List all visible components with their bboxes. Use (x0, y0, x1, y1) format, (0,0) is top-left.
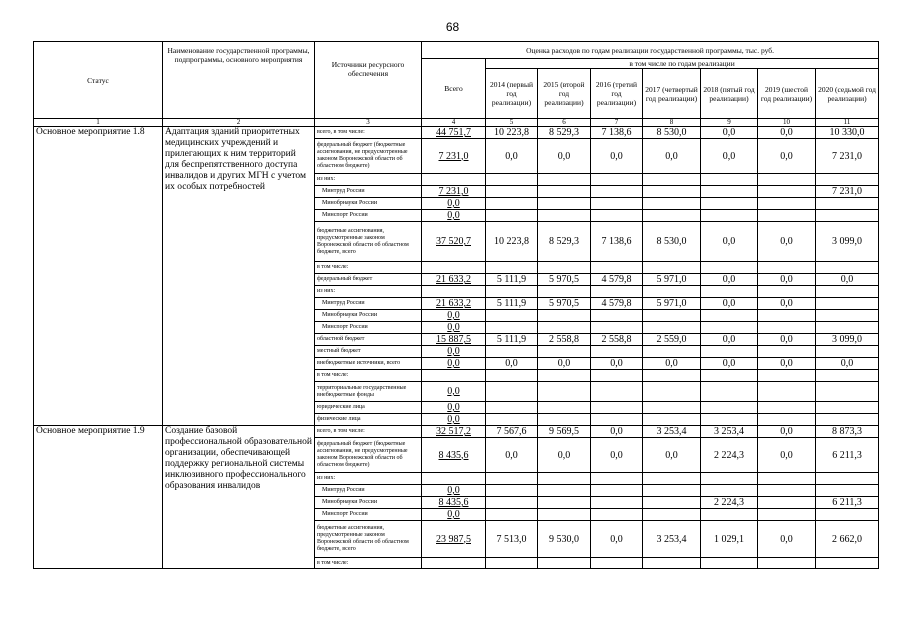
year-value-cell: 0,0 (758, 127, 816, 139)
year-value-cell: 5 971,0 (643, 274, 701, 286)
year-value-cell (486, 310, 538, 322)
year-value-cell (758, 473, 816, 485)
source-cell: бюджетные ассигнования, предусмотренные законом Воронежской области об областном бюджете, всего (315, 222, 422, 262)
year-value-cell: 0,0 (486, 139, 538, 174)
year-value-cell (758, 186, 816, 198)
year-value-cell (643, 174, 701, 186)
year-value-cell (643, 186, 701, 198)
year-value-cell: 5 971,0 (643, 298, 701, 310)
year-value-cell: 0,0 (591, 358, 643, 370)
year-value-cell (701, 414, 758, 426)
year-value-cell (758, 210, 816, 222)
year-value-cell: 10 223,8 (486, 222, 538, 262)
year-value-cell: 2 558,8 (591, 334, 643, 346)
total-cell: 7 231,0 (422, 186, 486, 198)
total-cell (422, 262, 486, 274)
year-value-cell: 0,0 (701, 274, 758, 286)
year-value-cell (758, 402, 816, 414)
year-value-cell (643, 414, 701, 426)
year-value-cell (758, 414, 816, 426)
measure-name-cell: Создание базовой профессиональной образовательной организации, обеспечивающей поддержку региональной системы инклюзивного профессионального образования инвалидов (163, 426, 315, 569)
total-cell: 0,0 (422, 198, 486, 210)
header-year: 2017 (четвертый год реализации) (643, 69, 701, 119)
total-cell: 0,0 (422, 382, 486, 402)
year-value-cell (486, 402, 538, 414)
year-value-cell (538, 186, 591, 198)
total-cell: 0,0 (422, 210, 486, 222)
column-number: 7 (591, 119, 643, 127)
source-cell: Минспорт России (315, 210, 422, 222)
year-value-cell (591, 509, 643, 521)
source-cell: территориальные государственные внебюджетные фонды (315, 382, 422, 402)
year-value-cell (701, 186, 758, 198)
year-value-cell (816, 558, 879, 569)
year-value-cell (486, 198, 538, 210)
year-value-cell (701, 346, 758, 358)
column-number: 11 (816, 119, 879, 127)
year-value-cell: 0,0 (643, 438, 701, 473)
year-value-cell (643, 262, 701, 274)
year-value-cell (701, 558, 758, 569)
total-cell: 0,0 (422, 485, 486, 497)
column-number: 1 (34, 119, 163, 127)
year-value-cell (701, 210, 758, 222)
header-year: 2014 (первый год реализации) (486, 69, 538, 119)
year-value-cell: 0,0 (538, 438, 591, 473)
year-value-cell (486, 497, 538, 509)
year-value-cell (643, 558, 701, 569)
year-value-cell: 5 970,5 (538, 298, 591, 310)
year-value-cell: 0,0 (591, 426, 643, 438)
year-value-cell: 0,0 (816, 358, 879, 370)
year-value-cell (538, 414, 591, 426)
column-number: 4 (422, 119, 486, 127)
year-value-cell (816, 485, 879, 497)
total-cell: 0,0 (422, 322, 486, 334)
total-cell: 23 987,5 (422, 521, 486, 558)
year-value-cell (816, 310, 879, 322)
year-value-cell: 0,0 (758, 521, 816, 558)
year-value-cell (701, 322, 758, 334)
year-value-cell (591, 198, 643, 210)
year-value-cell: 2 559,0 (643, 334, 701, 346)
year-value-cell: 0,0 (701, 127, 758, 139)
year-value-cell (538, 382, 591, 402)
total-cell: 7 231,0 (422, 139, 486, 174)
total-cell: 0,0 (422, 414, 486, 426)
year-value-cell (591, 174, 643, 186)
total-cell: 0,0 (422, 310, 486, 322)
year-value-cell (486, 414, 538, 426)
year-value-cell: 0,0 (538, 139, 591, 174)
year-value-cell (701, 402, 758, 414)
table-row (34, 426, 879, 438)
year-value-cell: 0,0 (758, 426, 816, 438)
year-value-cell (538, 370, 591, 382)
year-value-cell (816, 210, 879, 222)
year-value-cell (758, 497, 816, 509)
year-value-cell (591, 346, 643, 358)
year-value-cell (486, 558, 538, 569)
table-body (34, 127, 879, 569)
year-value-cell (643, 310, 701, 322)
year-value-cell: 5 111,9 (486, 298, 538, 310)
year-value-cell (758, 382, 816, 402)
year-value-cell (643, 485, 701, 497)
total-cell: 15 887,5 (422, 334, 486, 346)
total-cell: 21 633,2 (422, 274, 486, 286)
year-value-cell (758, 262, 816, 274)
year-value-cell (538, 509, 591, 521)
year-value-cell: 0,0 (701, 298, 758, 310)
year-value-cell (486, 262, 538, 274)
year-value-cell: 0,0 (758, 438, 816, 473)
source-cell: Минобрнауки России (315, 310, 422, 322)
total-cell: 8 435,6 (422, 438, 486, 473)
year-value-cell (538, 473, 591, 485)
year-value-cell (758, 310, 816, 322)
total-cell (422, 558, 486, 569)
year-value-cell (701, 198, 758, 210)
year-value-cell (538, 485, 591, 497)
total-cell (422, 473, 486, 485)
year-value-cell: 3 253,4 (643, 521, 701, 558)
year-value-cell (643, 286, 701, 298)
column-number: 6 (538, 119, 591, 127)
year-value-cell: 0,0 (758, 334, 816, 346)
year-value-cell (591, 186, 643, 198)
year-value-cell (643, 198, 701, 210)
year-value-cell (643, 346, 701, 358)
year-value-cell (758, 346, 816, 358)
column-number: 9 (701, 119, 758, 127)
year-value-cell (486, 382, 538, 402)
header-sources: Источники ресурсного обеспечения (315, 42, 422, 119)
source-cell: Минтруд России (315, 485, 422, 497)
year-value-cell (816, 298, 879, 310)
year-value-cell (701, 382, 758, 402)
year-value-cell: 10 223,8 (486, 127, 538, 139)
source-cell: физические лица (315, 414, 422, 426)
header-year: 2018 (пятый год реализации) (701, 69, 758, 119)
year-value-cell (758, 558, 816, 569)
year-value-cell: 0,0 (486, 438, 538, 473)
year-value-cell: 0,0 (701, 222, 758, 262)
total-cell: 44 751,7 (422, 127, 486, 139)
year-value-cell (643, 382, 701, 402)
year-value-cell: 0,0 (591, 438, 643, 473)
source-cell: Минспорт России (315, 509, 422, 521)
source-cell: Минспорт России (315, 322, 422, 334)
year-value-cell (816, 198, 879, 210)
year-value-cell (816, 346, 879, 358)
year-value-cell (538, 497, 591, 509)
year-value-cell (486, 485, 538, 497)
year-value-cell (816, 174, 879, 186)
year-value-cell: 8 529,3 (538, 127, 591, 139)
year-value-cell (701, 509, 758, 521)
year-value-cell (591, 485, 643, 497)
year-value-cell (538, 402, 591, 414)
year-value-cell: 2 662,0 (816, 521, 879, 558)
header-year: 2019 (шестой год реализации) (758, 69, 816, 119)
year-value-cell: 0,0 (701, 139, 758, 174)
year-value-cell: 0,0 (758, 222, 816, 262)
year-value-cell (486, 370, 538, 382)
year-value-cell (758, 286, 816, 298)
year-value-cell: 5 111,9 (486, 334, 538, 346)
source-cell: бюджетные ассигнования, предусмотренные законом Воронежской области об областном бюджете, всего (315, 521, 422, 558)
header-status: Статус (34, 42, 163, 119)
year-value-cell: 1 029,1 (701, 521, 758, 558)
source-cell: из них: (315, 174, 422, 186)
year-value-cell: 8 873,3 (816, 426, 879, 438)
year-value-cell: 0,0 (758, 274, 816, 286)
total-cell: 37 520,7 (422, 222, 486, 262)
year-value-cell (701, 370, 758, 382)
year-value-cell (816, 322, 879, 334)
year-value-cell: 3 099,0 (816, 334, 879, 346)
total-cell: 21 633,2 (422, 298, 486, 310)
year-value-cell: 7 567,6 (486, 426, 538, 438)
year-value-cell (643, 322, 701, 334)
column-number: 2 (163, 119, 315, 127)
year-value-cell (643, 370, 701, 382)
source-cell: Минтруд России (315, 298, 422, 310)
source-cell: федеральный бюджет (бюджетные ассигнования, не предусмотренные законом Воронежской области об областном бюджете) (315, 139, 422, 174)
source-cell: внебюджетные источники, всего (315, 358, 422, 370)
column-number: 8 (643, 119, 701, 127)
year-value-cell (758, 198, 816, 210)
source-cell: в том числе: (315, 262, 422, 274)
year-value-cell: 2 224,3 (701, 497, 758, 509)
source-cell: Минобрнауки России (315, 497, 422, 509)
source-cell: в том числе: (315, 370, 422, 382)
year-value-cell: 8 530,0 (643, 222, 701, 262)
year-value-cell: 3 253,4 (643, 426, 701, 438)
year-value-cell: 4 579,8 (591, 298, 643, 310)
year-value-cell: 4 579,8 (591, 274, 643, 286)
year-value-cell: 2 558,8 (538, 334, 591, 346)
year-value-cell (643, 509, 701, 521)
year-value-cell (816, 414, 879, 426)
header-year: 2020 (седьмой год реализации) (816, 69, 879, 119)
budget-table (33, 41, 879, 569)
year-value-cell (486, 509, 538, 521)
year-value-cell: 0,0 (816, 274, 879, 286)
header-year: 2016 (третий год реализации) (591, 69, 643, 119)
header-total: Всего (422, 59, 486, 119)
year-value-cell (701, 485, 758, 497)
year-value-cell (591, 310, 643, 322)
source-cell: Минтруд России (315, 186, 422, 198)
year-value-cell: 10 330,0 (816, 127, 879, 139)
source-cell: всего, в том числе: (315, 127, 422, 139)
source-cell: федеральный бюджет (бюджетные ассигнования, не предусмотренные законом Воронежской области об областном бюджете) (315, 438, 422, 473)
year-value-cell (486, 473, 538, 485)
year-value-cell (591, 370, 643, 382)
year-value-cell (538, 310, 591, 322)
table-row (34, 127, 879, 139)
year-value-cell (816, 509, 879, 521)
source-cell: всего, в том числе: (315, 426, 422, 438)
year-value-cell: 7 138,6 (591, 127, 643, 139)
year-value-cell (701, 174, 758, 186)
year-value-cell (643, 473, 701, 485)
year-value-cell (758, 174, 816, 186)
year-value-cell (758, 485, 816, 497)
year-value-cell (701, 286, 758, 298)
header-estimate: Оценка расходов по годам реализации государственной программы, тыс. руб. (422, 42, 879, 59)
column-number: 3 (315, 119, 422, 127)
year-value-cell (538, 174, 591, 186)
year-value-cell (816, 370, 879, 382)
year-value-cell: 0,0 (486, 358, 538, 370)
year-value-cell (486, 322, 538, 334)
year-value-cell (486, 174, 538, 186)
year-value-cell: 0,0 (701, 334, 758, 346)
year-value-cell: 9 569,5 (538, 426, 591, 438)
year-value-cell (816, 382, 879, 402)
year-value-cell (701, 310, 758, 322)
year-value-cell: 6 211,3 (816, 438, 879, 473)
year-value-cell (591, 414, 643, 426)
year-value-cell (591, 286, 643, 298)
year-value-cell (538, 198, 591, 210)
year-value-cell: 7 231,0 (816, 186, 879, 198)
column-number: 5 (486, 119, 538, 127)
year-value-cell (486, 186, 538, 198)
year-value-cell (486, 210, 538, 222)
year-value-cell (591, 382, 643, 402)
year-value-cell (486, 346, 538, 358)
year-value-cell: 0,0 (758, 358, 816, 370)
source-cell: областной бюджет (315, 334, 422, 346)
column-number: 10 (758, 119, 816, 127)
source-cell: из них: (315, 286, 422, 298)
total-cell: 0,0 (422, 346, 486, 358)
year-value-cell (643, 210, 701, 222)
source-cell: местный бюджет (315, 346, 422, 358)
year-value-cell (591, 322, 643, 334)
year-value-cell: 8 529,3 (538, 222, 591, 262)
year-value-cell (816, 262, 879, 274)
year-value-cell (816, 286, 879, 298)
page-number: 68 (445, 20, 460, 34)
year-value-cell: 7 513,0 (486, 521, 538, 558)
year-value-cell: 6 211,3 (816, 497, 879, 509)
year-value-cell (591, 210, 643, 222)
source-cell: юридические лица (315, 402, 422, 414)
year-value-cell (758, 509, 816, 521)
year-value-cell (538, 558, 591, 569)
total-cell: 32 517,2 (422, 426, 486, 438)
year-value-cell: 0,0 (591, 521, 643, 558)
year-value-cell: 3 253,4 (701, 426, 758, 438)
year-value-cell: 3 099,0 (816, 222, 879, 262)
year-value-cell: 5 970,5 (538, 274, 591, 286)
year-value-cell (538, 286, 591, 298)
year-value-cell (643, 497, 701, 509)
year-value-cell (538, 322, 591, 334)
year-value-cell (591, 262, 643, 274)
year-value-cell: 0,0 (643, 139, 701, 174)
status-cell: Основное мероприятие 1.9 (34, 426, 163, 569)
year-value-cell (816, 402, 879, 414)
year-value-cell: 8 530,0 (643, 127, 701, 139)
header-year: 2015 (второй год реализации) (538, 69, 591, 119)
source-cell: из них: (315, 473, 422, 485)
year-value-cell: 7 138,6 (591, 222, 643, 262)
year-value-cell (701, 473, 758, 485)
year-value-cell: 0,0 (758, 139, 816, 174)
year-value-cell (591, 402, 643, 414)
year-value-cell: 5 111,9 (486, 274, 538, 286)
year-value-cell (758, 322, 816, 334)
year-value-cell (538, 346, 591, 358)
year-value-cell (538, 262, 591, 274)
total-cell: 0,0 (422, 358, 486, 370)
source-cell: в том числе: (315, 558, 422, 569)
total-cell: 0,0 (422, 402, 486, 414)
year-value-cell (591, 473, 643, 485)
table-header (34, 42, 879, 127)
year-value-cell (591, 558, 643, 569)
year-value-cell (643, 402, 701, 414)
source-cell: федеральный бюджет (315, 274, 422, 286)
year-value-cell (486, 286, 538, 298)
year-value-cell (758, 370, 816, 382)
year-value-cell: 2 224,3 (701, 438, 758, 473)
year-value-cell: 0,0 (701, 358, 758, 370)
year-value-cell: 0,0 (643, 358, 701, 370)
year-value-cell: 0,0 (591, 139, 643, 174)
measure-name-cell: Адаптация зданий приоритетных медицинских учреждений и прилегающих к ним территорий для беспрепятственного доступа инвалидов и других МГН с учетом их особых потребностей (163, 127, 315, 426)
header-name: Наименование государственной программы, подпрограммы, основного мероприятия (163, 42, 315, 119)
total-cell (422, 286, 486, 298)
status-cell: Основное мероприятие 1.8 (34, 127, 163, 426)
year-value-cell: 9 530,0 (538, 521, 591, 558)
total-cell (422, 174, 486, 186)
header-by-year: в том числе по годам реализации (486, 59, 879, 69)
year-value-cell (816, 473, 879, 485)
year-value-cell (538, 210, 591, 222)
total-cell: 0,0 (422, 509, 486, 521)
total-cell: 8 435,6 (422, 497, 486, 509)
year-value-cell: 0,0 (758, 298, 816, 310)
column-number-row (34, 119, 879, 127)
year-value-cell: 7 231,0 (816, 139, 879, 174)
year-value-cell: 0,0 (538, 358, 591, 370)
year-value-cell (701, 262, 758, 274)
total-cell (422, 370, 486, 382)
source-cell: Минобрнауки России (315, 198, 422, 210)
year-value-cell (591, 497, 643, 509)
